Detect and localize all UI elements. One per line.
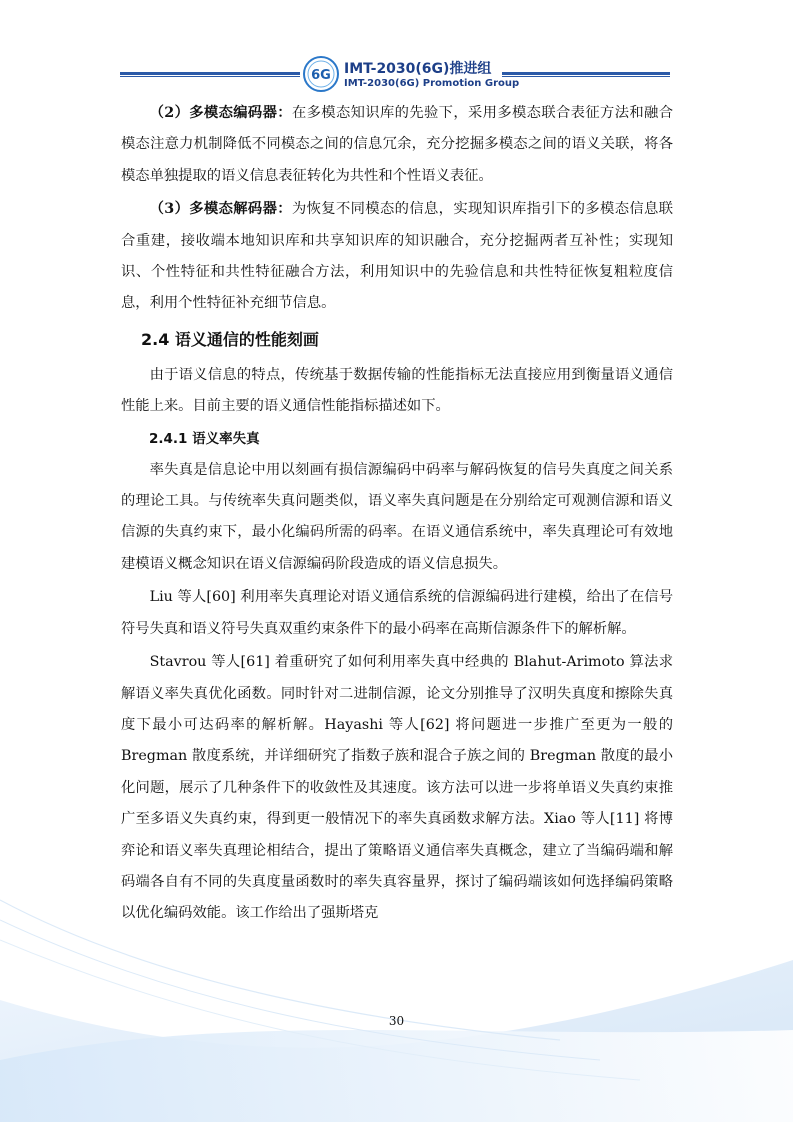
paragraph-intro: 由于语义信息的特点，传统基于数据传输的性能指标无法直接应用到衡量语义通信性能上来。目前主要的语义通信性能指标描述如下。 xyxy=(121,366,673,415)
header-rule-left xyxy=(120,72,300,75)
org-title: IMT-2030(6G)推进组 xyxy=(344,61,492,77)
page-number: 30 xyxy=(388,1014,405,1028)
page-header xyxy=(0,52,793,102)
paragraph-multimodal-decoder xyxy=(121,194,673,320)
header-rule-right xyxy=(502,72,670,75)
subsection-heading: 2.4.1 语义率失真 xyxy=(149,430,260,447)
paragraph-text: 在多模态知识库的先验下，采用多模态联合表征方法和融合模态注意力机制降低不同模态之间的信息冗余，充分挖掘多模态之间的语义关联，将各模态单独提取的语义信息表征转化为共性和个性语义表征。 xyxy=(121,105,673,184)
svg-text:6G: 6G xyxy=(311,68,331,83)
paragraph-text: 为恢复不同模态的信息，实现知识库指引下的多模态信息联合重建，接收端本地知识库和共享知识库的知识融合，充分挖掘两者互补性；实现知识、个性特征和共性特征融合方法，利用知识中的先验信息和共性特征恢复粗粒度信息，利用个性特征补充细节信息。 xyxy=(121,201,673,312)
term-label: （3）多模态解码器： xyxy=(149,201,292,218)
section-heading: 2.4 语义通信的性能刻画 xyxy=(141,329,319,349)
paragraph-multimodal-encoder xyxy=(121,98,673,192)
paragraph-rate-distortion: 率失真是信息论中用以刻画有损信源编码中码率与解码恢复的信号失真度之间关系的理论工具。与传统率失真问题类似，语义率失真问题是在分别给定可观测信源和语义信源的失真约束下，最小化编码所需的码率。在语义通信系统中，率失真理论可有效地建模语义概念知识在语义信源编码阶段造成的语义信息损失。 xyxy=(121,461,673,572)
header-rule-left-thin xyxy=(120,76,300,77)
paragraph-stavrou: Stavrou 等人[61] 着重研究了如何利用率失真中经典的 Blahut-Arimoto 算法求解语义率失真优化函数。同时针对二进制信源，论文分别推导了汉明失真度和擦除失真度下最小可达码率的解析解。Hayashi 等人[62] 将问题进一步推广至更为一般的 Bregman 散度系统，并详细研究了指数子族和混合子族之间的 Bregman 散度的最小化问题，展示了几种条件下的收敛性及其速度。该方法可以进一步将单语义失真约束推广至多语义失真约束，得到更一般情况下的率失真函数求解方法。Xiao 等人[11] 将博弈论和语义率失真理论相结合，提出了策略语义通信率失真概念，建立了当编码端和解码端各自有不同的失真度量函数时的率失真容量界，探讨了编码端该如何选择编码策略以优化编码效能。该工作给出了强斯塔克 xyxy=(121,654,673,922)
term-label: （2）多模态编码器： xyxy=(149,105,292,121)
imt2030-6g-logo-icon xyxy=(302,55,340,93)
header-rule-right-thin xyxy=(502,76,670,77)
document-body xyxy=(121,98,673,930)
paragraph-liu: Liu 等人[60] 利用率失真理论对语义通信系统的信源编码进行建模，给出了在信号符号失真和语义符号失真双重约束条件下的最小码率在高斯信源条件下的解析解。 xyxy=(121,589,673,637)
org-subtitle: IMT-2030(6G) Promotion Group xyxy=(344,78,520,89)
